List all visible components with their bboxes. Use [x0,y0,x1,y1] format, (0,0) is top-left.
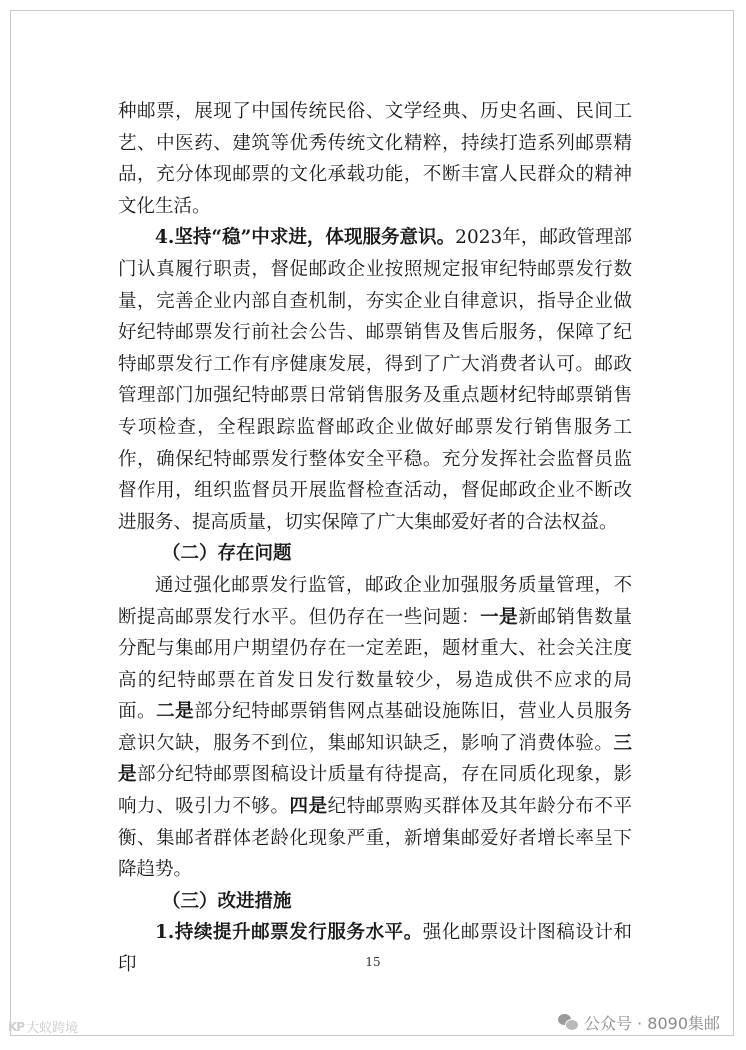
problem-4-label: 四是 [289,796,328,818]
watermark-logo-icon: KP [8,1019,25,1034]
section-4-paragraph [118,222,632,538]
wechat-icon [558,1014,578,1031]
paragraph-continuation: 种邮票，展现了中国传统民俗、文学经典、历史名画、民间工艺、中医药、建筑等优秀传统文化精粹，持续打造系列邮票精品，充分体现邮票的文化承载功能，不断丰富人民群众的精神文化生活。 [118,101,632,217]
section-4-title: 4.坚持“稳”中求进，体现服务意识。 [155,227,456,249]
problem-2-text: 部分纪特邮票销售网点基础设施陈旧，营业人员服务意识欠缺，服务不到位，集邮知识缺乏，影响了消费体验。 [118,701,632,754]
problem-2-label: 二是 [156,701,195,723]
problem-4-text: 纪特邮票购买群体及其年龄分布不平衡、集邮者群体老龄化现象严重，新增集邮爱好者增长率呈下降趋势。 [118,796,632,881]
section-4-body: 2023年，邮政管理部门认真履行职责，督促邮政企业按照规定报审纪特邮票发行数量，完善企业内部自查机制，夯实企业自律意识，指导企业做好纪特邮票发行前社会公告、邮票销售及售后服务，保障了纪特邮票发行工作有序健康发展，得到了广大消费者认可。邮政管理部门加强纪特邮票日常销售服务及重点题材纪特邮票销售专项检查，全程跟踪监督邮政企业做好邮票发行销售服务工作，确保纪特邮票发行整体安全平稳。充分发挥社会监督员监督作用，组织监督员开展监督检查活动，督促邮政企业不断改进服务、提高质量，切实保障了广大集邮爱好者的合法权益。 [118,227,632,533]
measure-1-text: 强化邮票设计图稿设计和印 [118,922,632,976]
problem-3-label: 三是 [118,732,632,786]
document-body [118,96,632,981]
heading-improvement-measures: （三）改进措施 [162,890,292,912]
problems-paragraph [118,570,632,886]
watermark-left [8,1017,78,1036]
problem-1-label: 一是 [480,606,519,628]
watermark-right-text: 公众号 · 8090集邮 [584,1014,720,1033]
watermark-right [558,1011,720,1034]
measure-1-title: 1.持续提升邮票发行服务水平。 [155,922,423,944]
measure-1-paragraph [118,917,632,980]
heading-existing-problems: （二）存在问题 [162,543,292,565]
page-number: 15 [365,955,381,969]
problem-3-text: 部分纪特邮票图稿设计质量有待提高，存在同质化现象，影响力、吸引力不够。 [118,764,632,818]
problems-intro: 通过强化邮票发行监管，邮政企业加强服务质量管理，不断提高邮票发行水平。但仍存在一些问题： [118,574,632,628]
problem-1-text: 新邮销售数量分配与集邮用户期望仍存在一定差距，题材重大、社会关注度高的纪特邮票在首发日发行数量较少，易造成供不应求的局面。 [118,606,632,723]
watermark-left-text: 大蚁跨境 [26,1021,79,1036]
